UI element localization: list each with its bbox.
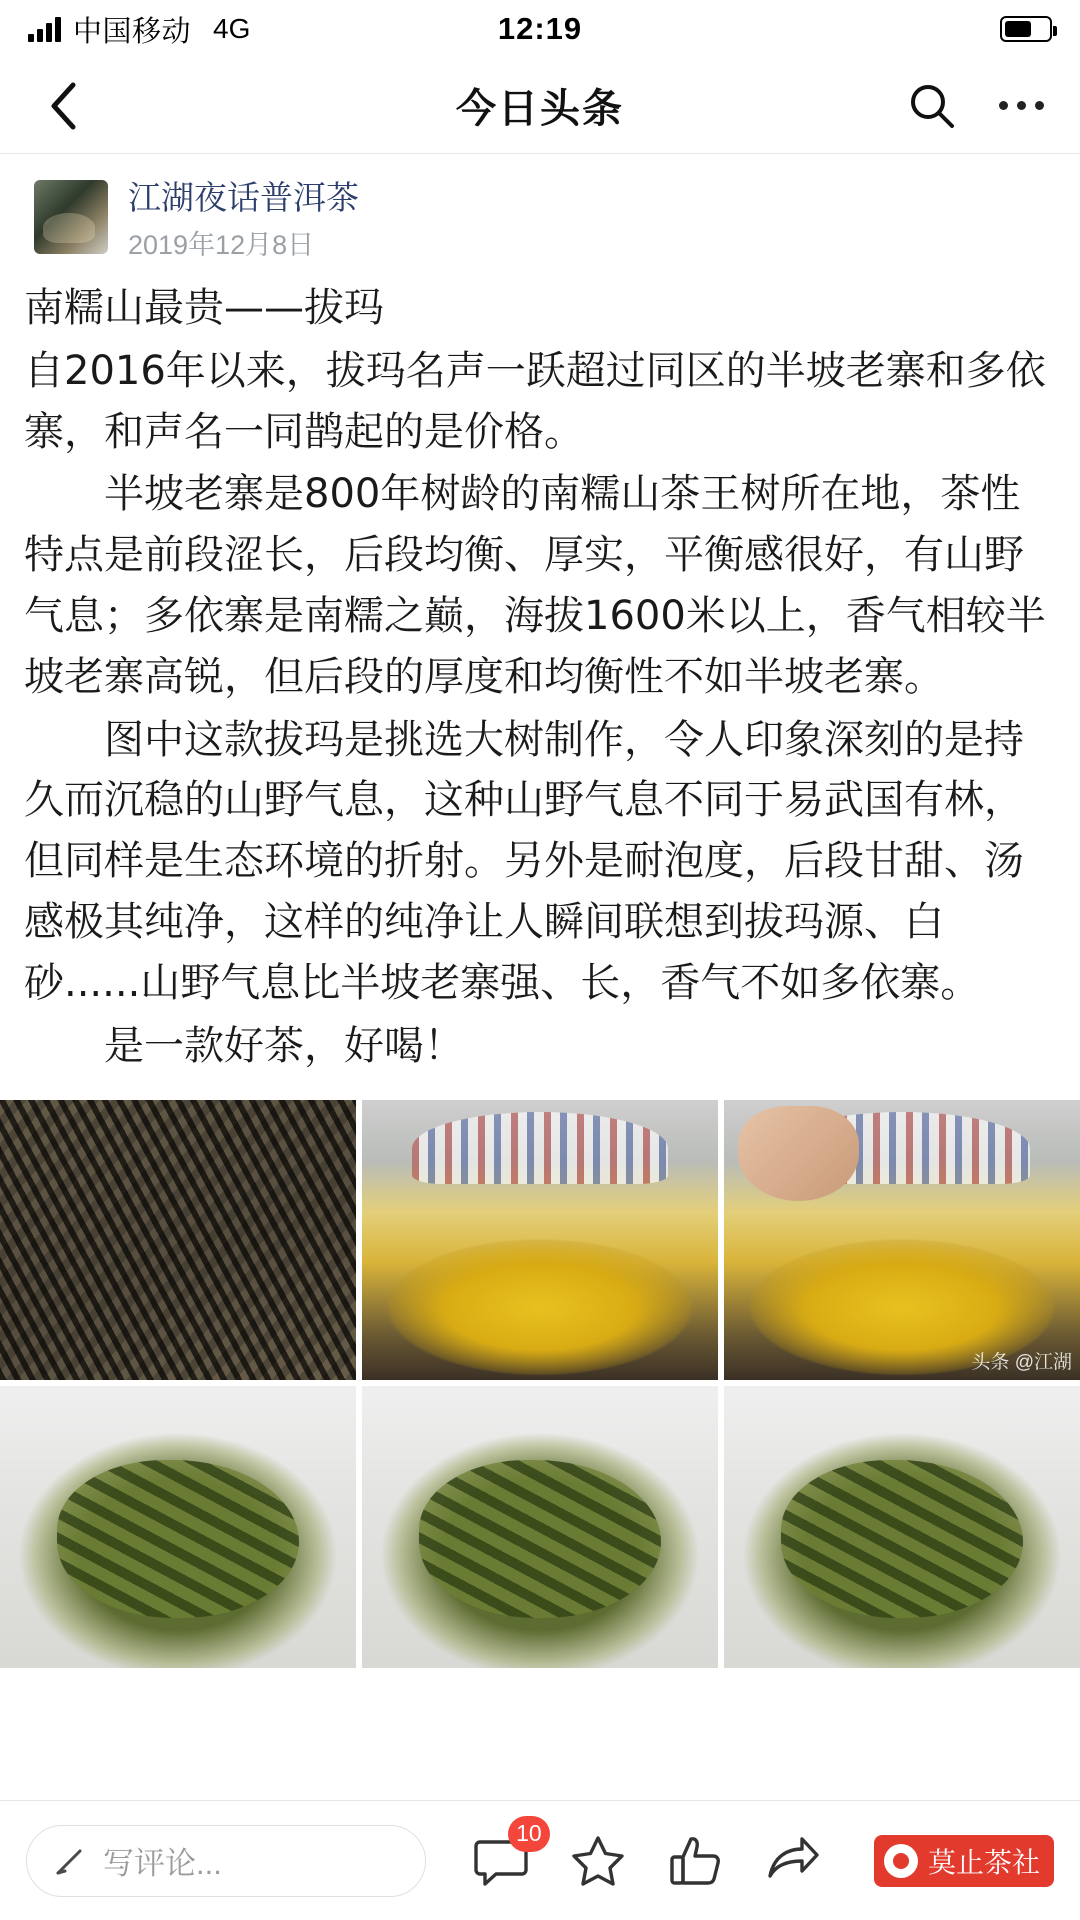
bar-icons (452, 1820, 842, 1890)
status-time: 12:19 (497, 11, 583, 46)
brand-logo-icon (884, 1844, 918, 1878)
article-paragraph-3: 图中这款拔玛是挑选大树制作，令人印象深刻的是持久而沉稳的山野气息，这种山野气息不同于易武国有林，但同样是生态环境的折射。另外是耐泡度，后段甘甜、汤感极其纯净，这样的纯净让人瞬间联想到拔玛源、白砂......山野气息比半坡老寨强、长，香气不如多依寨。 (24, 716, 1024, 1006)
author-name[interactable]: 江湖夜话普洱茶 (128, 179, 359, 216)
share-button[interactable] (764, 1832, 822, 1890)
more-dots-icon (999, 101, 1044, 110)
avatar[interactable] (34, 180, 108, 254)
comment-input[interactable] (26, 1825, 426, 1897)
article-heading: 南糯山最贵——拔玛 (24, 285, 384, 331)
chevron-left-icon (47, 80, 81, 132)
author-meta (128, 172, 359, 262)
author-row[interactable] (0, 154, 1080, 268)
article-image-wet-leaves-2[interactable] (362, 1386, 718, 1668)
status-bar (0, 0, 1080, 58)
article-paragraph-2: 半坡老寨是800年树龄的南糯山茶王树所在地，茶性特点是前段涩长，后段均衡、厚实，平衡感很好，有山野气息；多依寨是南糯之巅，海拔1600米以上，香气相较半坡老寨高锐，但后段的厚度和均衡性不如半坡老寨。 (24, 471, 1046, 700)
nav-actions (907, 81, 1044, 131)
bottom-action-bar (0, 1800, 1080, 1920)
article-image-dry-leaves[interactable] (0, 1100, 356, 1380)
back-button[interactable] (36, 78, 92, 134)
page-title: 今日头条 (456, 87, 624, 131)
image-grid (0, 1100, 1080, 1668)
comment-count-badge: 10 (508, 1816, 550, 1852)
article-image-tea-soup-1[interactable] (362, 1100, 718, 1380)
article-paragraph-4: 是一款好茶，好喝！ (104, 1022, 464, 1069)
like-button[interactable] (667, 1832, 725, 1890)
article-image-tea-soup-2[interactable] (724, 1100, 1080, 1380)
share-arrow-icon (764, 1832, 822, 1890)
search-icon (907, 81, 957, 131)
comment-button[interactable] (472, 1820, 542, 1890)
publish-date: 2019年12月8日 (128, 230, 315, 260)
favorite-button[interactable] (569, 1832, 627, 1890)
article-content (0, 154, 1080, 1800)
article-paragraph-1: 自2016年以来，拔玛名声一跃超过同区的半坡老寨和多依寨，和声名一同鹊起的是价格。 (24, 347, 1046, 455)
search-button[interactable] (907, 81, 957, 131)
brand-tag[interactable] (874, 1835, 1054, 1887)
star-icon (569, 1832, 627, 1890)
carrier-label: 中国移动 (73, 15, 192, 48)
article-body (0, 268, 1080, 1078)
article-image-wet-leaves-1[interactable] (0, 1386, 356, 1668)
thumbs-up-icon (667, 1832, 725, 1890)
status-right (1000, 16, 1052, 42)
more-button[interactable] (999, 101, 1044, 110)
pencil-icon (53, 1844, 87, 1878)
image-watermark: 头条 @江湖 (971, 1352, 1072, 1374)
battery-icon (1000, 16, 1052, 42)
brand-label: 莫止茶社 (927, 1846, 1040, 1878)
nav-bar (0, 58, 1080, 154)
article-image-wet-leaves-3[interactable] (724, 1386, 1080, 1668)
network-type-label: 4G (213, 13, 251, 44)
comment-placeholder: 写评论... (103, 1846, 222, 1881)
